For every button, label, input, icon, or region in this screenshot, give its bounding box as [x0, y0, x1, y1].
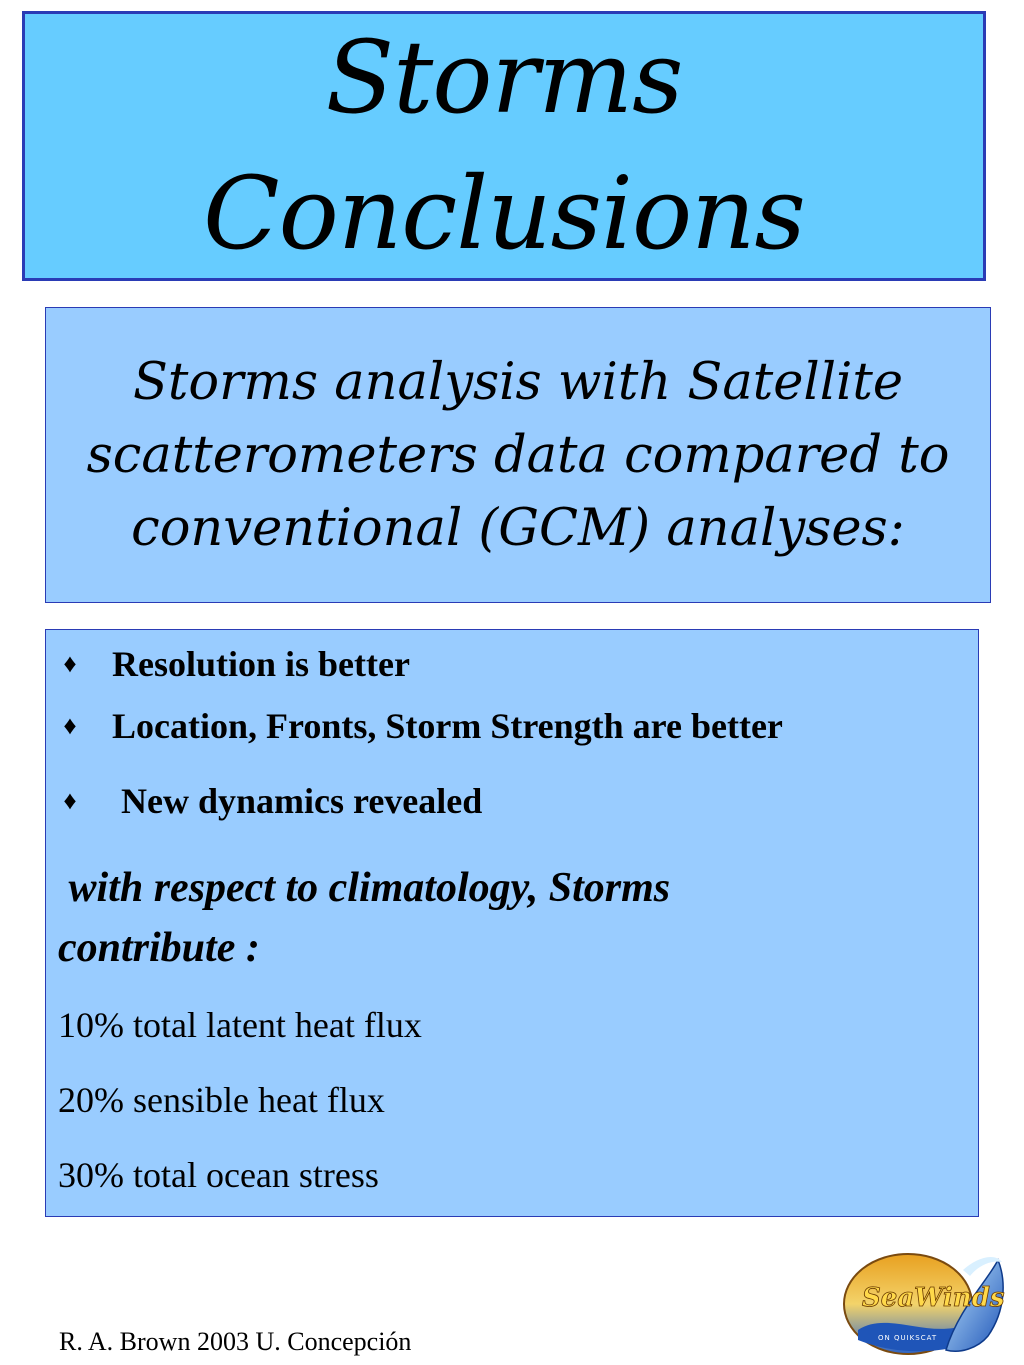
bullet-text: Resolution is better [112, 644, 410, 684]
stat-item: 10% total latent heat flux [58, 1005, 422, 1045]
subtitle-box [45, 307, 991, 603]
bullet-item [58, 688, 978, 763]
seawinds-logo [838, 1240, 1008, 1358]
climatology-intro: with respect to climatology, Storms contribute : [58, 865, 681, 971]
bullet-item [58, 640, 978, 688]
content-box [45, 629, 979, 1217]
stats-list [58, 988, 978, 1213]
stat-item: 20% sensible heat flux [58, 1080, 385, 1120]
footer-credit: R. A. Brown 2003 U. Concepción [59, 1327, 412, 1356]
diamond-bullet-icon: ♦ [63, 649, 77, 678]
bullet-item [58, 763, 978, 838]
bullet-text: New dynamics revealed [112, 780, 483, 821]
slide-title-line-2: Conclusions [203, 155, 805, 272]
subtitle-text: Storms analysis with Satellite scatterometers data compared to conventional (GCM) analyses: [86, 352, 950, 558]
logo-wordmark: SeaWinds [862, 1283, 1005, 1313]
slide-title-line-1: Storms [325, 19, 683, 136]
diamond-bullet-icon: ♦ [63, 785, 77, 815]
bullet-text: Location, Fronts, Storm Strength are better [112, 705, 783, 746]
title-box [22, 11, 986, 281]
stat-item: 30% total ocean stress [58, 1155, 379, 1195]
diamond-bullet-icon: ♦ [63, 710, 77, 740]
logo-subtext: ON QUIKSCAT [878, 1334, 938, 1342]
